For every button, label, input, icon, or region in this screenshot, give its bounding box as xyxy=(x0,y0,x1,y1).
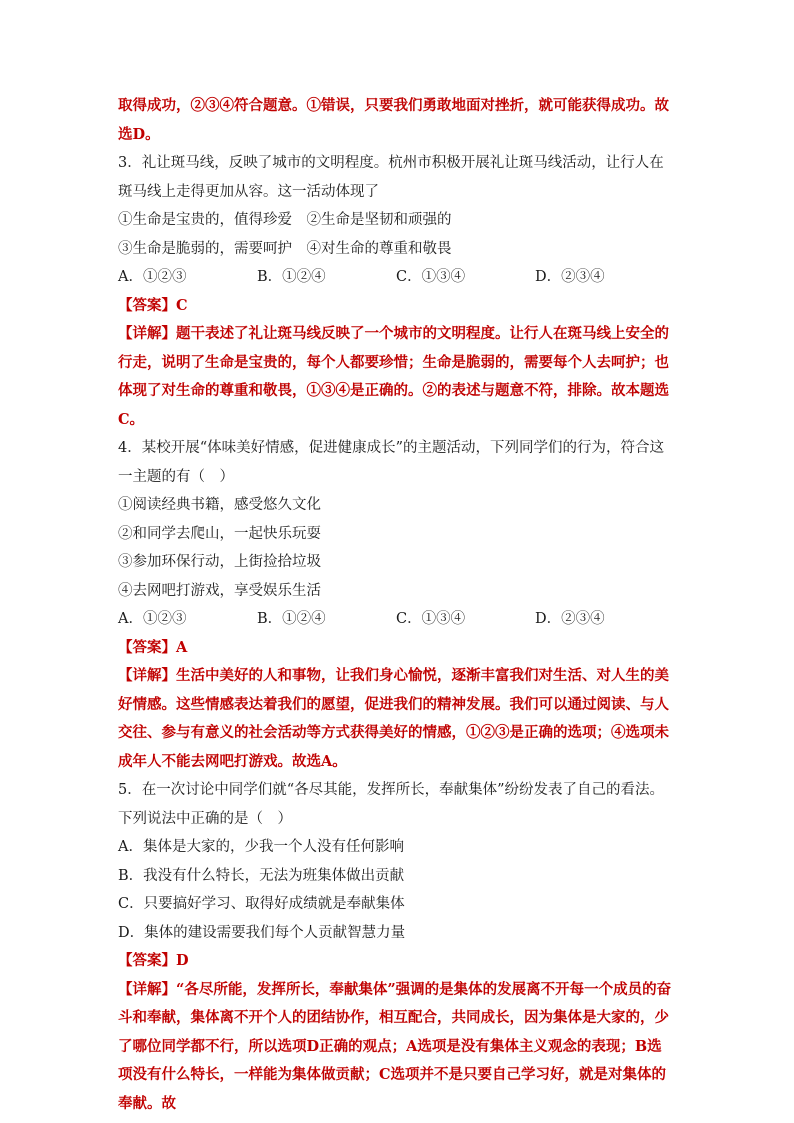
answer-value: C xyxy=(176,296,188,314)
statement-line: ②和同学去爬山，一起快乐玩耍 xyxy=(118,525,321,542)
answer-label: 【答案】 xyxy=(118,952,176,969)
detail-paragraph xyxy=(118,320,674,434)
statement-line: ①生命是宝贵的，值得珍爱 ②生命是坚韧和顽强的 xyxy=(118,212,452,228)
answer-label: 【答案】 xyxy=(118,638,176,656)
answer-line xyxy=(118,947,674,976)
question-stem: 3．礼让斑马线，反映了城市的文明程度。杭州市积极开展礼让斑马线活动，让行人在斑马线上走得更加从容。这一活动体现了 xyxy=(118,155,664,200)
detail-text: 题干表述了礼让斑马线反映了一个城市的文明程度。让行人在斑马线上安全的行走，说明了生命是宝贵的，每个人都要珍惜；生命是脆弱的，需要每个人去呵护；也体现了对生命的尊重和敬畏，①③④是正确的。②的表述与题意不符，排除。故本题选C。 xyxy=(118,325,669,428)
statement-line: ③生命是脆弱的，需要呵护 ④对生命的尊重和敬畏 xyxy=(118,240,452,257)
detail-label: 【详解】 xyxy=(118,325,176,342)
options-row xyxy=(118,263,674,292)
option-d: D．②③④ xyxy=(535,269,605,285)
option-a: A．①②③ xyxy=(118,611,187,627)
option-line-a: A．集体是大家的，少我一个人没有任何影响 xyxy=(118,839,404,855)
question-5 xyxy=(118,776,674,1118)
option-c: C．①③④ xyxy=(396,269,466,285)
statement-line: ④去网吧打游戏，享受娱乐生活 xyxy=(118,582,321,599)
option-b: B．①②④ xyxy=(257,611,326,627)
detail-text: “各尽所能，发挥所长，奉献集体”强调的是集体的发展离不开每一个成员的奋斗和奉献，集体离不开个人的团结协作，相互配合，共同成长，因为集体是大家的，少了哪位同学都不行，所以选项D正确的观点；A选项是没有集体主义观念的表现；B选项没有什么特长，一样能为集体做贡献；C选项并不是只要自己学习好，就是对集体的奉献。故 xyxy=(118,980,672,1112)
detail-text: 生活中美好的人和事物，让我们身心愉悦，逐渐丰富我们对生活、对人生的美好情感。这些情感表达着我们的愿望，促进我们的精神发展。我们可以通过阅读、与人交往、参与有意义的社会活动等方式获得美好的情感，①②③是正确的选项；④选项未成年人不能去网吧打游戏。故选A。 xyxy=(118,667,669,770)
document-page xyxy=(118,92,674,1118)
option-line-d: D．集体的建设需要我们每个人贡献智慧力量 xyxy=(118,924,406,941)
answer-value: A xyxy=(176,638,188,656)
option-line-b: B．我没有什么特长，无法为班集体做出贡献 xyxy=(118,867,405,884)
previous-detail-continuation: 取得成功，②③④符合题意。①错误，只要我们勇敢地面对挫折，就可能获得成功。故选D。 xyxy=(118,97,669,143)
question-stem: 5．在一次讨论中同学们就“各尽其能，发挥所长，奉献集体”纷纷发表了自己的看法。下列说法中正确的是（ ） xyxy=(118,782,665,827)
option-a: A．①②③ xyxy=(118,269,187,285)
question-3 xyxy=(118,149,674,434)
answer-line xyxy=(118,634,674,663)
option-d: D．②③④ xyxy=(535,611,605,627)
options-row xyxy=(118,605,674,634)
detail-paragraph xyxy=(118,976,674,1119)
statement-line: ①阅读经典书籍，感受悠久文化 xyxy=(118,497,321,513)
option-b: B．①②④ xyxy=(257,269,326,285)
question-stem: 4．某校开展“体味美好情感，促进健康成长”的主题活动，下列同学们的行为，符合这一主题的有（ ） xyxy=(118,440,665,485)
question-4 xyxy=(118,434,674,776)
detail-label: 【详解】 xyxy=(118,980,176,998)
answer-value: D xyxy=(176,952,189,969)
option-line-c: C．只要搞好学习、取得好成绩就是奉献集体 xyxy=(118,896,405,912)
statement-line: ③参加环保行动，上街捡拾垃圾 xyxy=(118,554,321,570)
detail-label: 【详解】 xyxy=(118,667,176,684)
option-c: C．①③④ xyxy=(396,611,466,627)
answer-label: 【答案】 xyxy=(118,296,176,314)
answer-line xyxy=(118,292,674,321)
detail-paragraph xyxy=(118,662,674,776)
